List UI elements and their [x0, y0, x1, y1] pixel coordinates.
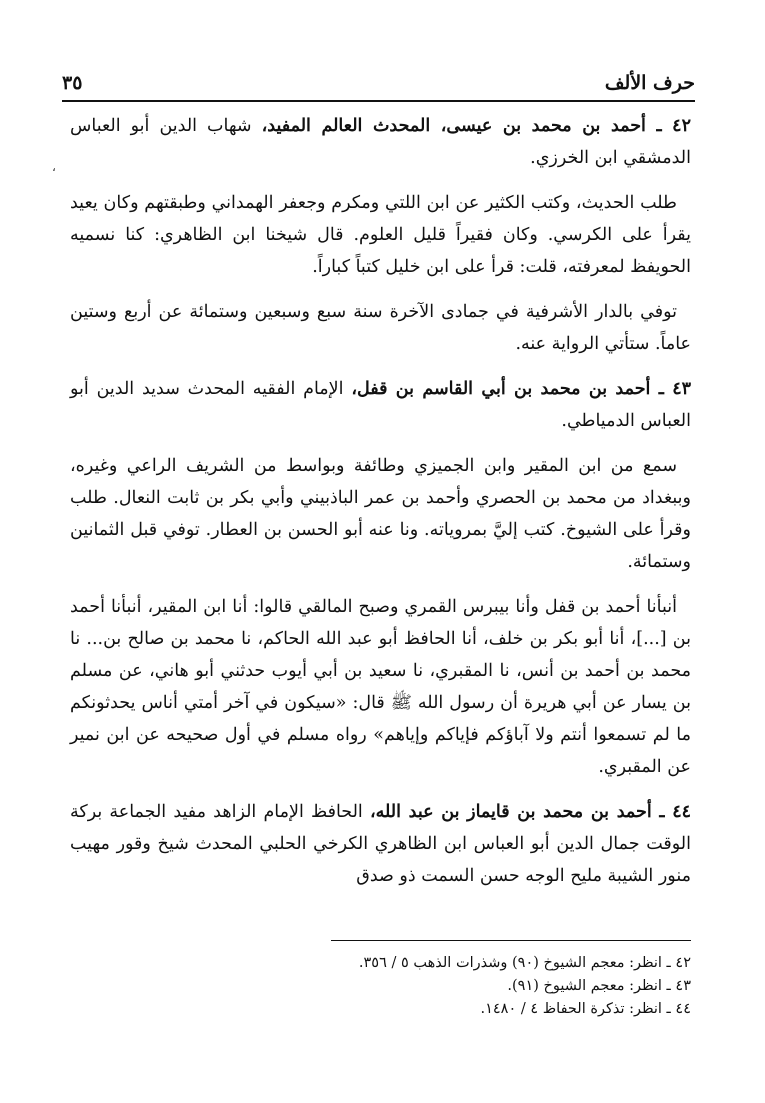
chapter-title: حرف الألف: [604, 72, 695, 94]
footnote: ٤٣ ـ انظر: معجم الشيوخ (٩١).: [507, 978, 691, 994]
entry-text: شهاب الدين أبو العباس الدمشقي ابن الخرزي.: [70, 116, 691, 168]
entry-42: [70, 110, 691, 174]
page-number: ٣٥: [62, 72, 83, 94]
paragraph: أنبأنا أحمد بن قفل وأنا بيبرس القمري وصبح المالقي قالوا: أنا ابن المقير، أنبأنا أحمد بن [...]، أنا أبو بكر بن خلف، أنا الحافظ أبو عبد الله الحاكم، نا محمد بن صالح بن... نا محمد بن أحمد بن أنس، نا المقبري، نا سعيد بن أبي أيوب حدثني أبو هاني، عن مسلم بن يسار عن أبي هريرة أن رسول الله ﷺ قال: «سيكون في آخر أمتي أناس يحدثونكم ما لم تسمعوا أنتم ولا آباؤكم فإياكم وإياهم» رواه مسلم في أول صحيحه عن ابن نمير عن المقبري.: [70, 597, 691, 777]
entry-text: الإمام الفقيه المحدث سديد الدين أبو العباس الدمياطي.: [70, 379, 691, 431]
entry-heading: ٤٤ ـ أحمد بن محمد بن قايماز بن عبد الله،: [369, 802, 691, 822]
footnote-divider: [331, 940, 691, 941]
page-body: [70, 110, 691, 905]
footnote: ٤٤ ـ انظر: تذكرة الحفاظ ٤ / ١٤٨٠.: [480, 1001, 691, 1017]
paragraph: سمع من ابن المقير وابن الجميزي وطائفة وبواسط من الشريف الراعي وغيره، وببغداد من محمد بن الحصري وأحمد بن عمر الباذبيني وأبي بكر بن ثابت النعال. طلب وقرأ على الشيوخ. كتب إليَّ بمروياته. ونا عنه أبو الحسن بن العطار. توفي قبل الثمانين وستمائة.: [70, 456, 691, 572]
entry-44: [70, 796, 691, 892]
margin-mark: ،: [52, 160, 56, 174]
paragraph: طلب الحديث، وكتب الكثير عن ابن اللتي ومكرم وجعفر الهمداني وطبقتهم وكان يعيد يقرأ على الكرسي. وكان فقيراً قليل العلوم. قال شيخنا ابن الظاهري: كنا نسميه الحويفظ لمعرفته، قلت: قرأ على ابن خليل كتباً كباراً.: [70, 193, 691, 277]
entry-heading: ٤٢ ـ أحمد بن محمد بن عيسى، المحدث العالم المفيد،: [261, 116, 691, 136]
footnote: ٤٢ ـ انظر: معجم الشيوخ (٩٠) وشذرات الذهب ٥ / ٣٥٦.: [358, 955, 691, 971]
entry-heading: ٤٣ ـ أحمد بن محمد بن أبي القاسم بن قفل،: [351, 379, 692, 399]
entry-text: الحافظ الإمام الزاهد مفيد الجماعة بركة الوقت جمال الدين أبو العباس ابن الظاهري الكرخي الحلبي المحدث شيخ وقور مهيب منور الشيبة مليح الوجه حسن السمت ذو صدق: [70, 802, 691, 886]
entry-43: [70, 373, 691, 437]
running-header: [62, 70, 695, 102]
paragraph: توفي بالدار الأشرفية في جمادى الآخرة سنة سبع وسبعين وستمائة عن أربع وستين عاماً. ستأتي الرواية عنه.: [70, 302, 691, 354]
footnotes: [250, 952, 691, 1021]
